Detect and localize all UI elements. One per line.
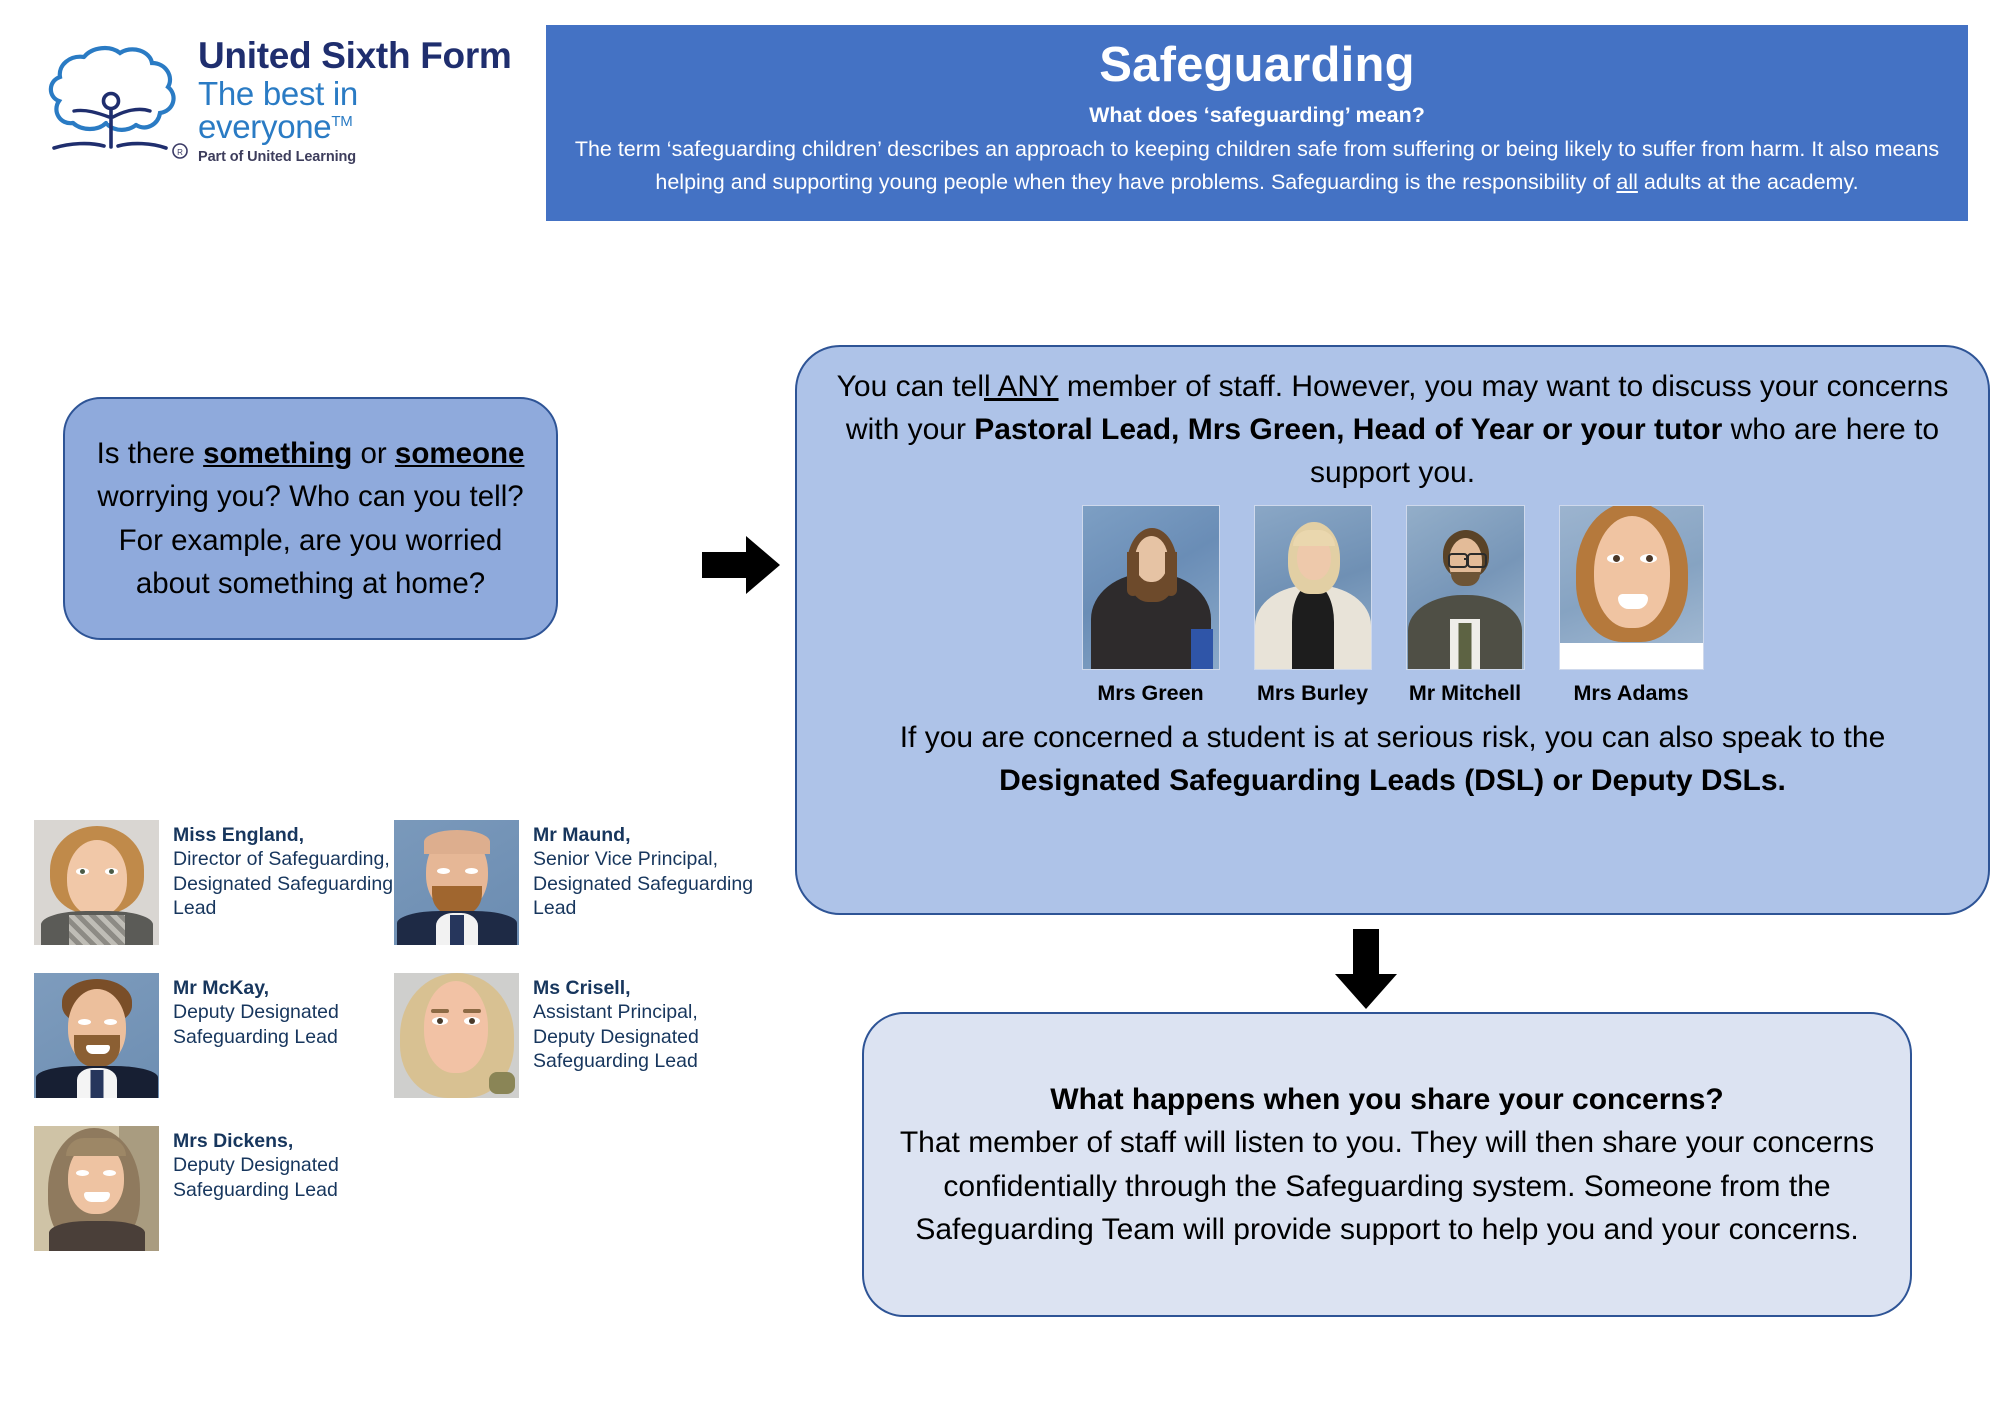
who-to-tell-outro: If you are concerned a student is at serious risk, you can also speak to the Designated Safeguarding Leads (DSL) or Deputy DSLs. bbox=[899, 720, 1886, 797]
who-to-tell-box bbox=[795, 345, 1990, 915]
dsl-member-name: Mrs Dickens, bbox=[173, 1130, 294, 1152]
dsl-team-list bbox=[34, 820, 774, 1251]
dsl-member-role: Deputy Designated Safeguarding Lead bbox=[173, 1001, 339, 1048]
header-description: The term ‘safeguarding children’ describes an approach to keeping children safe from suffering or being likely to suffer from harm. It also means helping and supporting young people when they have problems. Safeguarding is the responsibility of all adults at the academy. bbox=[574, 137, 1940, 194]
dsl-member bbox=[34, 820, 394, 945]
dsl-member-info bbox=[533, 973, 754, 1074]
portrait-mrs-adams bbox=[1559, 505, 1704, 670]
staff-name: Mrs Green bbox=[1097, 680, 1204, 705]
dsl-member bbox=[34, 1126, 394, 1251]
emphasis-any: l ANY bbox=[984, 370, 1059, 403]
staff-name: Mr Mitchell bbox=[1408, 680, 1522, 705]
dsl-member-info bbox=[173, 820, 394, 921]
logo-primary-text: United Sixth Form bbox=[198, 35, 512, 77]
emphasis-pastoral-lead: Pastoral Lead, Mrs Green, Head of Year or your tutor bbox=[974, 413, 1723, 447]
logo-parent-org: Part of United Learning bbox=[198, 149, 357, 166]
portrait-mrs-burley bbox=[1254, 505, 1372, 670]
arrow-right-icon bbox=[702, 534, 780, 596]
staff-card bbox=[1082, 505, 1220, 706]
dsl-member-role: Senior Vice Principal, Designated Safeguarding Lead bbox=[533, 848, 754, 920]
portrait-miss-england bbox=[34, 820, 159, 945]
header-banner bbox=[546, 25, 1968, 221]
dsl-member bbox=[394, 820, 754, 945]
logo-tagline: The best in everyone™ bbox=[198, 75, 358, 146]
united-sixth-form-logo bbox=[40, 36, 520, 166]
dsl-member-info bbox=[173, 973, 394, 1049]
what-happens-box bbox=[862, 1012, 1912, 1317]
dsl-row bbox=[34, 820, 774, 945]
arrow-down-icon bbox=[1333, 929, 1399, 1009]
staff-photo-row bbox=[823, 505, 1962, 706]
portrait-mr-mckay bbox=[34, 973, 159, 1098]
dsl-member-name: Mr Maund, bbox=[533, 824, 631, 846]
dsl-member-name: Miss England, bbox=[173, 824, 305, 846]
staff-card bbox=[1406, 505, 1525, 706]
question-line-2: worrying you? Who can you tell? bbox=[97, 480, 524, 514]
tree-person-logo-icon bbox=[40, 39, 190, 164]
emphasis-something: something bbox=[203, 437, 353, 471]
question-bubble bbox=[63, 397, 558, 640]
page-title: Safeguarding bbox=[1099, 38, 1415, 92]
dsl-member-role: Assistant Principal, Deputy Designated Safeguarding Lead bbox=[533, 1001, 699, 1073]
who-to-tell-intro: You can tell ANY member of staff. However, you may want to discuss your concerns with your Pastoral Lead, Mrs Green, Head of Year or your tutor who are here to support you. bbox=[836, 370, 1949, 490]
what-happens-heading: What happens when you share your concerns? bbox=[1050, 1082, 1724, 1116]
portrait-mrs-dickens bbox=[34, 1126, 159, 1251]
header-emphasis-all: all bbox=[1616, 169, 1638, 194]
portrait-mr-mitchell bbox=[1406, 505, 1525, 670]
trademark-symbol: TM bbox=[331, 113, 353, 131]
dsl-member bbox=[34, 973, 394, 1098]
staff-name: Mrs Adams bbox=[1573, 680, 1689, 705]
question-line-3: For example, are you worried bbox=[118, 523, 503, 557]
dsl-member-info bbox=[533, 820, 754, 921]
staff-name: Mrs Burley bbox=[1256, 680, 1369, 705]
dsl-member bbox=[394, 973, 754, 1098]
dsl-member-name: Mr McKay, bbox=[173, 977, 270, 999]
dsl-member-name: Ms Crisell, bbox=[533, 977, 631, 999]
dsl-member-info bbox=[173, 1126, 394, 1202]
dsl-member-role: Deputy Designated Safeguarding Lead bbox=[173, 1154, 339, 1201]
dsl-row bbox=[34, 973, 774, 1098]
dsl-member-role: Director of Safeguarding, Designated Safeguarding Lead bbox=[173, 848, 394, 920]
portrait-ms-crisell bbox=[394, 973, 519, 1098]
dsl-row bbox=[34, 1126, 774, 1251]
dsl-row-spacer bbox=[394, 1126, 754, 1251]
staff-card bbox=[1254, 505, 1372, 706]
emphasis-dsl: Designated Safeguarding Leads (DSL) or Deputy DSLs. bbox=[999, 763, 1786, 797]
svg-text:R: R bbox=[177, 147, 183, 157]
header-question: What does ‘safeguarding’ mean? bbox=[1089, 102, 1425, 127]
portrait-mr-maund bbox=[394, 820, 519, 945]
emphasis-someone: someone bbox=[394, 437, 525, 471]
portrait-mrs-green bbox=[1082, 505, 1220, 670]
what-happens-body: That member of staff will listen to you. They will then share your concerns confidentially through the Safeguarding system. Someone from the Safeguarding Team will provide support to help you and your concerns. bbox=[899, 1126, 1875, 1246]
question-bubble-text: Is there something or someone worrying you? Who can you tell? For example, are you worried about something at home? bbox=[96, 437, 525, 600]
staff-card bbox=[1559, 505, 1704, 706]
question-line-4: about something at home? bbox=[135, 566, 486, 600]
